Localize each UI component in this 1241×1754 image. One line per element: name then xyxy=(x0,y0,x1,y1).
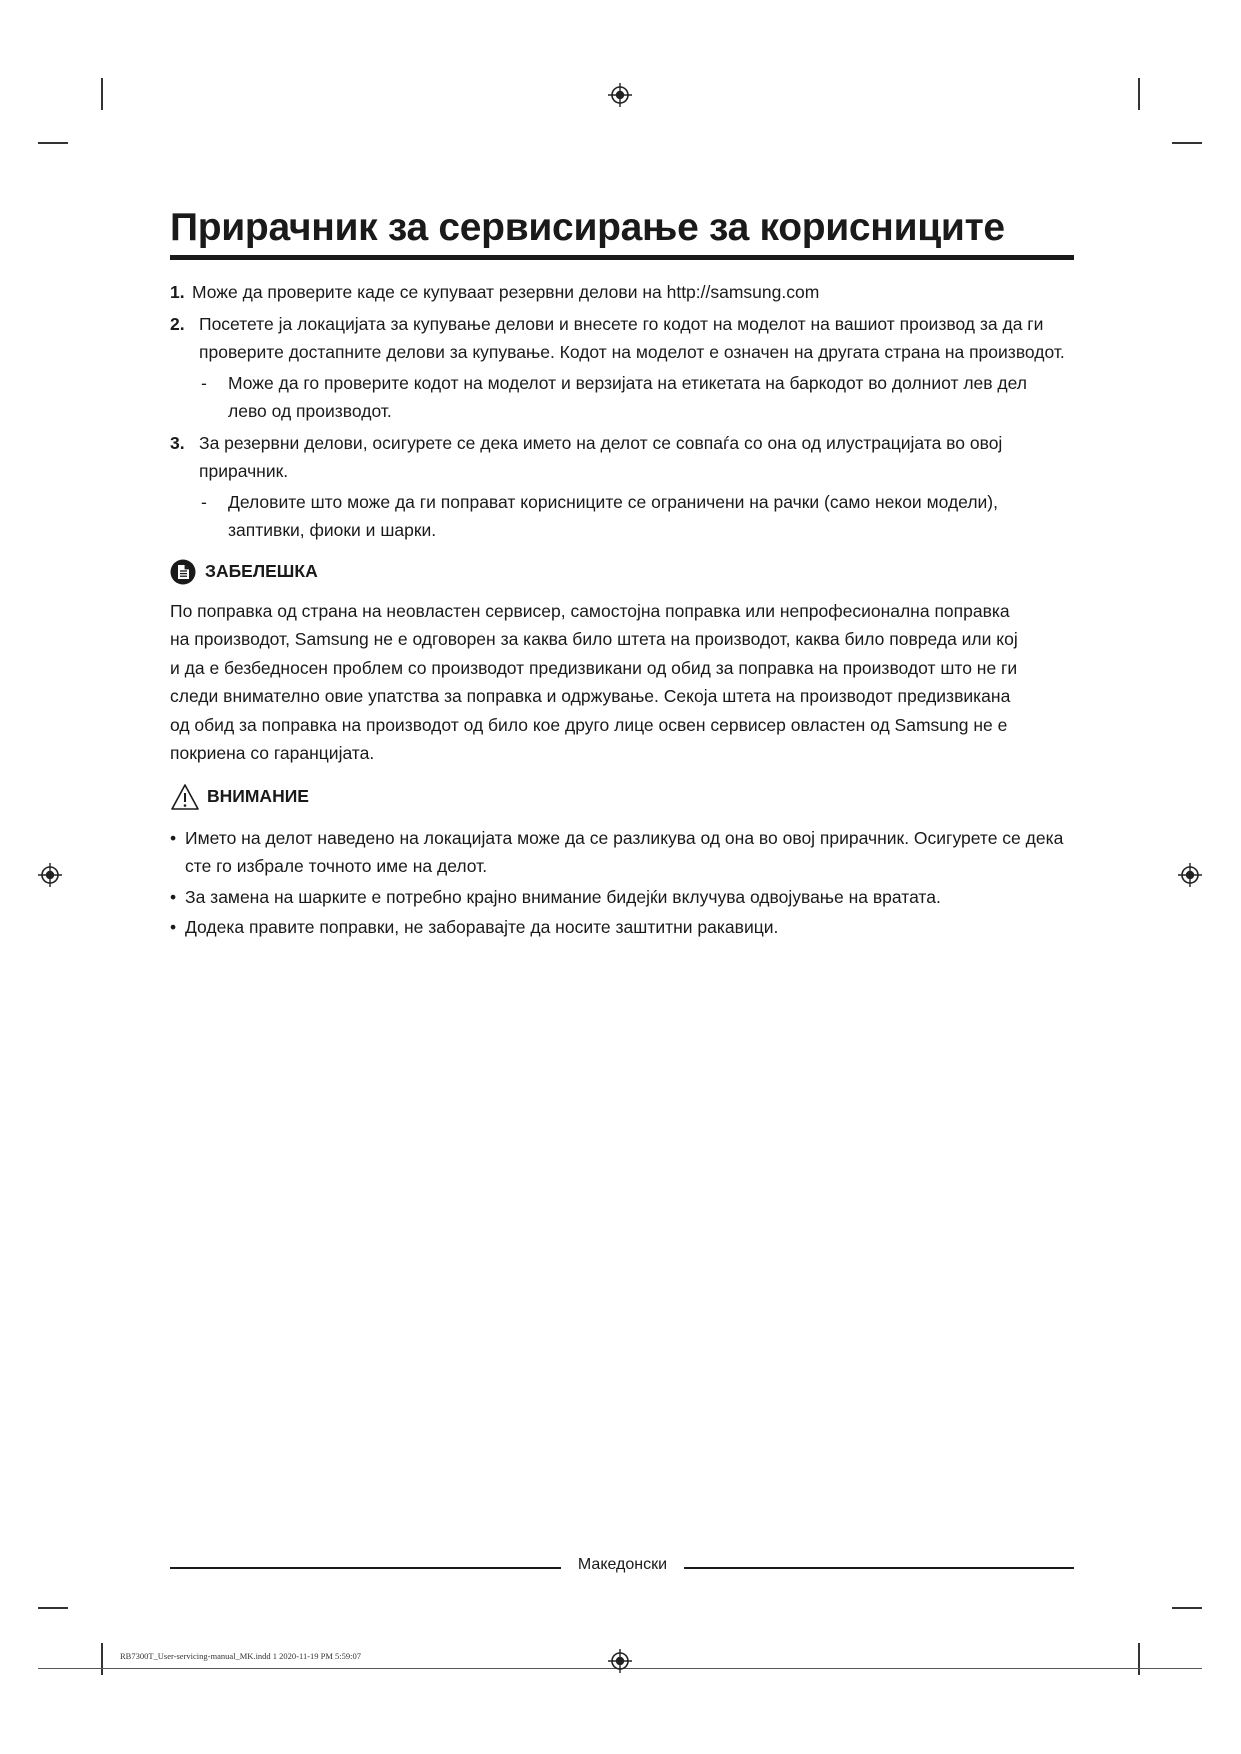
print-slug: RB7300T_User-servicing-manual_MK.indd 1 2020-11-19 PM 5:59:07 xyxy=(120,1651,362,1661)
bullet-dot: • xyxy=(170,917,177,937)
crop-mark xyxy=(1138,1643,1140,1675)
note-icon xyxy=(170,559,196,585)
caution-item xyxy=(170,824,1070,881)
caution-item-text: Додека правите поправки, не заборавајте да носите заштитни ракавици. xyxy=(185,917,779,937)
list-item-text: Може да проверите каде се купуваат резервни делови на http://samsung.com xyxy=(192,282,820,302)
registration-mark-icon xyxy=(37,862,63,888)
list-item-number: 3. xyxy=(170,432,185,453)
caution-list xyxy=(170,824,1070,942)
sub-item xyxy=(170,369,1070,426)
crop-mark xyxy=(1172,142,1202,144)
note-text: По поправка од страна на неовластен сервисер, самостојна поправка или непрофесионална поправка на производот, Samsung не е одговорен за каква било штета на производот, каква било повреда или кој и да е безбедносен проблем со производот предизвикани од обид за поправка на производот што не ги следи внимателно овие упатства за поправка и одржување. Секоја штета на производот предизвикана од обид за поправка на производот од било кое друго лице освен сервисер овластен од Samsung не е покриена со гаранцијата. xyxy=(170,600,1018,763)
registration-mark-icon xyxy=(607,1648,633,1674)
list-item-number: 1. xyxy=(170,282,185,302)
registration-mark-icon xyxy=(1177,862,1203,888)
list-item-text: За резервни делови, осигурете се дека името на делот се совпаѓа со она од илустрацијата во овој прирачник. xyxy=(199,432,1003,481)
list-item xyxy=(170,278,1070,307)
footer-rule xyxy=(170,1567,561,1569)
caution-label: ВНИМАНИЕ xyxy=(207,786,309,807)
sub-item-dash: - xyxy=(201,372,207,393)
crop-mark xyxy=(38,1607,68,1609)
registration-mark-icon xyxy=(607,82,633,108)
caution-item xyxy=(170,913,1070,942)
sub-item-dash: - xyxy=(201,491,207,512)
crop-mark xyxy=(1172,1607,1202,1609)
sub-item-text: Деловите што може да ги поправат корисниците се ограничени на рачки (само некои модели), заптивки, фиоки и шарки. xyxy=(228,491,998,540)
footer-rule xyxy=(684,1567,1074,1569)
bullet-dot: • xyxy=(170,827,177,848)
list-item xyxy=(170,429,1070,486)
sub-item-text: Може да го проверите кодот на моделот и верзијата на етикетата на баркодот во долниот лев дел лево од производот. xyxy=(228,372,1028,421)
crop-mark xyxy=(101,1643,103,1675)
title-underline xyxy=(170,255,1074,260)
footer-language: Македонски xyxy=(577,1556,668,1573)
list-item-text: Посетете ја локацијата за купување делови и внесете го кодот на моделот на вашиот производ за да ги проверите достапните делови за купување. Кодот на моделот е означен на другата страна на производот. xyxy=(199,313,1065,362)
page-title: Прирачник за сервисирање за корисниците xyxy=(170,206,1005,249)
crop-mark xyxy=(101,78,103,110)
list-item xyxy=(170,310,1070,367)
caution-item-text: Името на делот наведено на локацијата може да се разликува од она во овој прирачник. Осигурете се дека сте го избрале точното име на делот. xyxy=(185,827,1064,876)
main-content xyxy=(170,278,1070,944)
caution-item xyxy=(170,883,1070,912)
warning-icon xyxy=(170,783,200,811)
note-heading xyxy=(170,557,1070,587)
list-item-number: 2. xyxy=(170,313,185,334)
caution-item-text: За замена на шарките е потребно крајно внимание бидејќи вклучува одвојување на вратата. xyxy=(185,886,941,907)
note-label: ЗАБЕЛЕШКА xyxy=(205,561,318,582)
crop-mark xyxy=(38,142,68,144)
sub-item xyxy=(170,488,1070,545)
caution-heading xyxy=(170,782,1070,812)
crop-mark xyxy=(1138,78,1140,110)
bullet-dot: • xyxy=(170,886,177,907)
